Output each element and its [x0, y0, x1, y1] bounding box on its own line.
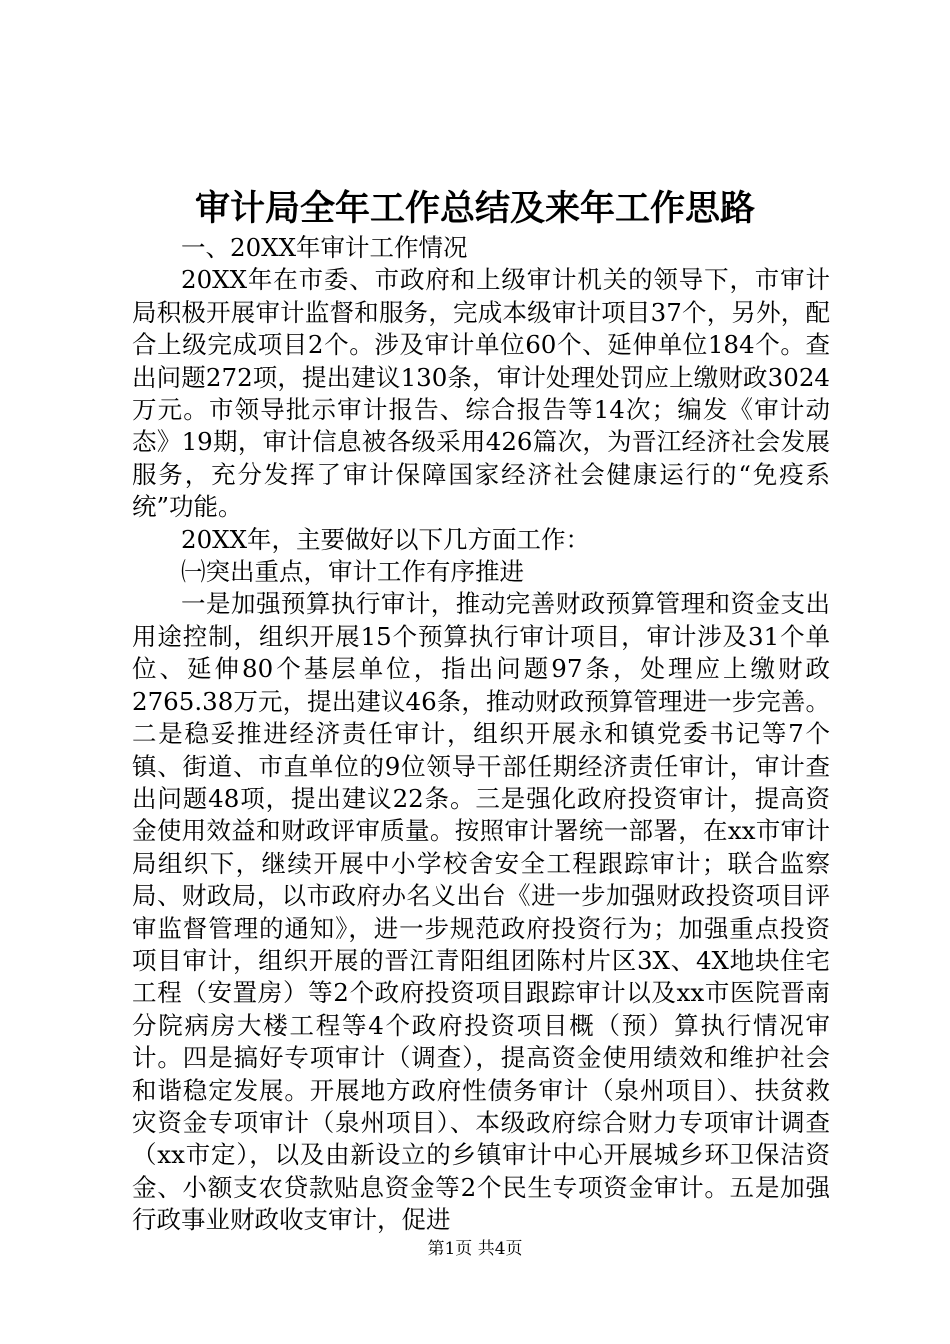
document-title: 审计局全年工作总结及来年工作思路: [194, 188, 755, 229]
page-footer: 第1页 共4页: [427, 1239, 523, 1259]
section-heading: 一、20XX年审计工作情况: [181, 233, 468, 262]
subsection-heading: ㈠突出重点，审计工作有序推进: [181, 557, 524, 587]
body-paragraph: 20XX年，主要做好以下几方面工作：: [181, 524, 591, 554]
body-paragraph: 一是加强预算执行审计，推动完善财政预算管理和资金支出用途控制，组织开展15个预算执行审计项目，审计涉及31个单位、延伸80个基层单位，指出问题97条，处理应上缴财政2765.38万元，提出建议46条，推动财政预算管理进一步完善。二是稳妥推进经济责任审计，组织开展永和镇党委书记等7个镇、街道、市直单位的9位领导干部任期经济责任审计，审计查出问题48项，提出建议22条。三是强化政府投资审计，提高资金使用效益和财政评审质量。按照审计署统一部署，在xx市审计局组织下，继续开展中小学校舍安全工程跟踪审计；联合监察局、财政局，以市政府办名义出台《进一步加强财政投资项目评审监督管理的通知》，进一步规范政府投资行为；加强重点投资项目审计，组织开展的晋江青阳组团陈村片区3X、4X地块住宅工程（安置房）等2个政府投资项目跟踪审计以及xx市医院晋南分院病房大楼工程等4个政府投资项目概（预）算执行情况审计。四是搞好专项审计（调查），提高资金使用绩效和维护社会和谐稳定发展。开展地方政府性债务审计（泉州项目）、扶贫救灾资金专项审计（泉州项目）、本级政府综合财力专项审计调查（xx市定），以及由新设立的乡镇审计中心开展城乡环卫保洁资金、小额支农贷款贴息资金等2个民生专项资金审计。五是加强行政事业财政收支审计，促进: [132, 589, 830, 1235]
document-body: [132, 232, 830, 1237]
body-paragraph: 20XX年在市委、市政府和上级审计机关的领导下，市审计局积极开展审计监督和服务，完成本级审计项目37个，另外，配合上级完成项目2个。涉及审计单位60个、延伸单位184个。查出问题272项，提出建议130条，审计处理处罚应上缴财政3024万元。市领导批示审计报告、综合报告等14次；编发《审计动态》19期，审计信息被各级采用426篇次，为晋江经济社会发展服务，充分发挥了审计保障国家经济社会健康运行的“免疫系统”功能。: [132, 265, 830, 522]
